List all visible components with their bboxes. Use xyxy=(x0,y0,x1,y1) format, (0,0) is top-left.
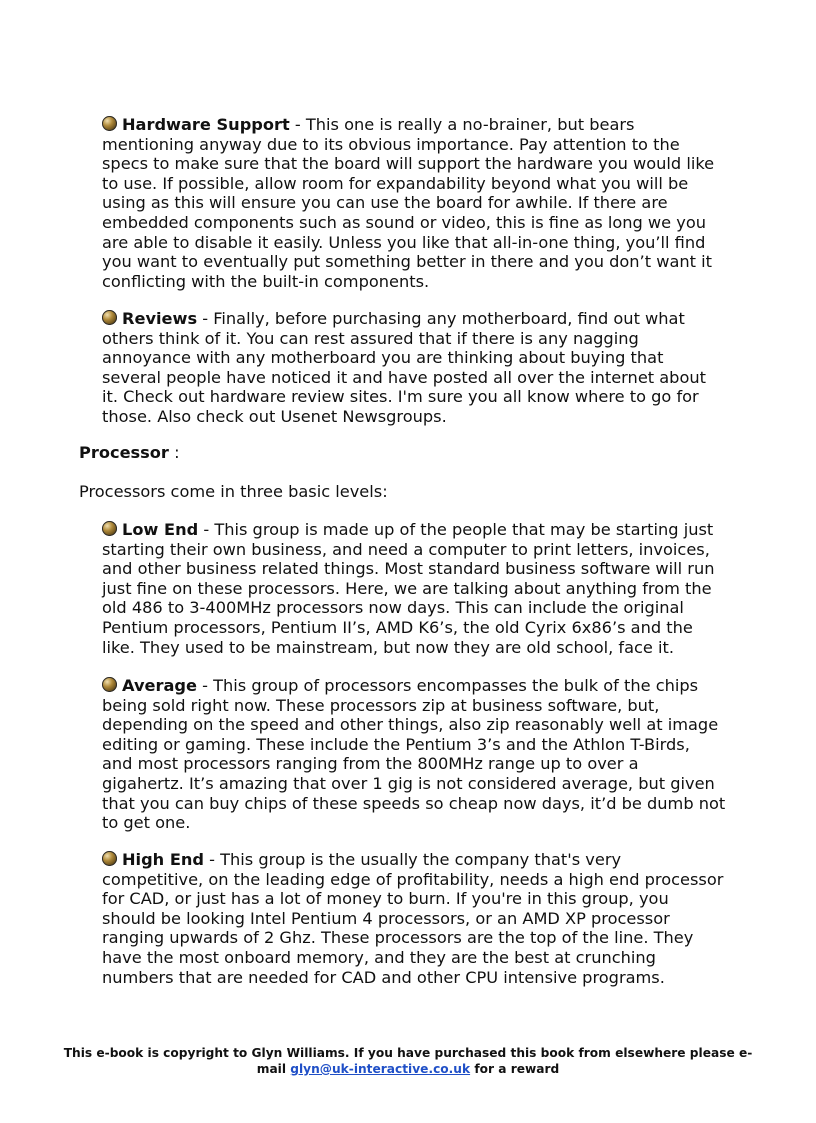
item-line: to get one. xyxy=(102,813,191,833)
item-line: editing or gaming. These include the Pentium 3’s and the Athlon T-Birds, xyxy=(102,734,690,754)
average-item xyxy=(102,676,742,833)
item-line: for CAD, or just has a lot of money to burn. If you're in this group, you xyxy=(102,889,669,909)
item-line: that you can buy chips of these speeds so cheap now days, it’d be dumb not xyxy=(102,793,726,813)
item-term: Average xyxy=(122,676,197,695)
section-intro: Processors come in three basic levels: xyxy=(79,482,388,501)
copyright-footer xyxy=(60,1045,756,1077)
item-line: using as this will ensure you can use the board for awhile. If there are xyxy=(102,193,668,213)
item-line-1: Low End - This group is made up of the people that may be starting just xyxy=(102,520,742,540)
footer-line-2: mail glyn@uk-interactive.co.uk for a reward xyxy=(256,1062,560,1076)
reviews-item xyxy=(102,309,742,427)
item-line: several people have noticed it and have posted all over the internet about xyxy=(102,367,706,387)
item-line: numbers that are needed for CAD and other CPU intensive programs. xyxy=(102,967,665,987)
item-line: and most processors ranging from the 800MHz range up to over a xyxy=(102,754,639,774)
bullet-ball-icon xyxy=(102,521,117,536)
section-heading-text: Processor xyxy=(79,443,169,462)
item-line: are able to disable it easily. Unless you like that all-in-one thing, you’ll find xyxy=(102,232,706,252)
item-term: Reviews xyxy=(122,309,198,328)
item-line: ranging upwards of 2 Ghz. These processors are the top of the line. They xyxy=(102,928,694,948)
item-line: those. Also check out Usenet Newsgroups. xyxy=(102,406,447,426)
item-line: being sold right now. These processors zip at business software, but, xyxy=(102,695,660,715)
item-line: to use. If possible, allow room for expandability beyond what you will be xyxy=(102,173,689,193)
item-line: it. Check out hardware review sites. I'm sure you all know where to go for xyxy=(102,387,699,407)
item-term: Low End xyxy=(122,520,199,539)
item-line: starting their own business, and need a computer to print letters, invoices, xyxy=(102,539,710,559)
item-line-1: High End - This group is the usually the company that's very xyxy=(102,850,742,870)
item-line: gigahertz. It’s amazing that over 1 gig is not considered average, but given xyxy=(102,773,715,793)
bullet-ball-icon xyxy=(102,116,117,131)
item-line: just fine on these processors. Here, we are talking about anything from the xyxy=(102,578,712,598)
footer-line-1: This e-book is copyright to Glyn Williams. If you have purchased this book from elsewhere please e- xyxy=(63,1046,753,1060)
item-line: should be looking Intel Pentium 4 processors, or an AMD XP processor xyxy=(102,908,670,928)
item-line: annoyance with any motherboard you are thinking about buying that xyxy=(102,348,664,368)
item-line: embedded components such as sound or video, this is fine as long we you xyxy=(102,212,707,232)
item-line: you want to eventually put something better in there and you don’t want it xyxy=(102,252,712,272)
item-line-1: Hardware Support - This one is really a no-brainer, but bears xyxy=(102,115,742,135)
item-term: High End xyxy=(122,850,205,869)
section-heading: Processor : xyxy=(79,443,180,462)
high-end-item xyxy=(102,850,742,987)
item-line-1: Reviews - Finally, before purchasing any motherboard, find out what xyxy=(102,309,742,329)
item-line: conflicting with the built-in components. xyxy=(102,271,430,291)
item-line: like. They used to be mainstream, but now they are old school, face it. xyxy=(102,637,674,657)
item-line-1: Average - This group of processors encompasses the bulk of the chips xyxy=(102,676,742,696)
item-line: specs to make sure that the board will support the hardware you would like xyxy=(102,154,715,174)
item-term: Hardware Support xyxy=(122,115,290,134)
item-line: mentioning anyway due to its obvious importance. Pay attention to the xyxy=(102,134,680,154)
hardware-support-item xyxy=(102,115,742,291)
bullet-ball-icon xyxy=(102,851,117,866)
item-line: depending on the speed and other things, also zip reasonably well at image xyxy=(102,715,719,735)
low-end-item xyxy=(102,520,742,657)
item-line: others think of it. You can rest assured that if there is any nagging xyxy=(102,328,639,348)
item-line: and other business related things. Most standard business software will run xyxy=(102,559,715,579)
item-line: old 486 to 3-400MHz processors now days. This can include the original xyxy=(102,598,684,618)
bullet-ball-icon xyxy=(102,310,117,325)
email-link[interactable]: glyn@uk-interactive.co.uk xyxy=(290,1062,471,1076)
item-line: Pentium processors, Pentium II’s, AMD K6’s, the old Cyrix 6x86’s and the xyxy=(102,617,693,637)
bullet-ball-icon xyxy=(102,677,117,692)
item-line: competitive, on the leading edge of profitability, needs a high end processor xyxy=(102,869,724,889)
item-line: have the most onboard memory, and they are the best at crunching xyxy=(102,947,656,967)
